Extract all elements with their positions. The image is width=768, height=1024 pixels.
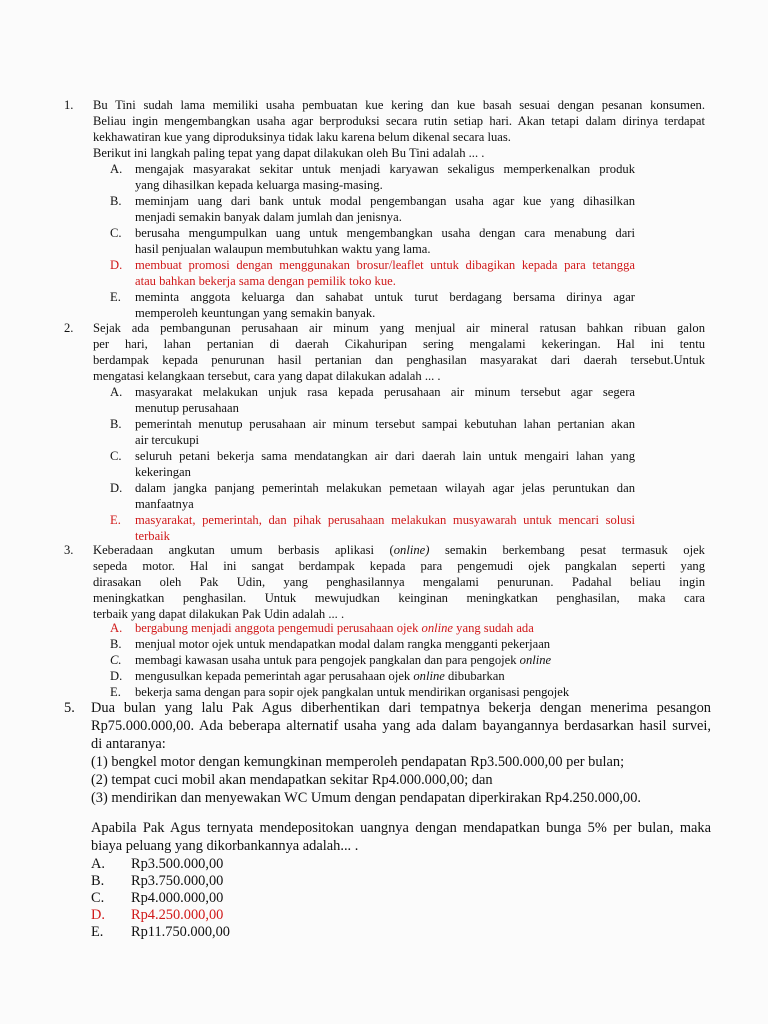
prompt-line: Apabila Pak Agus ternyata mendepositokan uangnya dengan mendapatkan bunga 5% per bulan, maka [91, 820, 711, 836]
option-label: C. [110, 449, 122, 463]
option-label [110, 652, 122, 668]
stem-line: meningkatkan penghasilan. Untuk mewujudkan keinginan meningkatkan penghasilan, maka cara [93, 591, 705, 605]
option-text: Rp3.750.000,00 [131, 873, 224, 889]
question-number: 3. [64, 543, 74, 557]
stem-line: per hari, lahan pertanian di daerah Cikahuripan sering mengalami kekeringan. Hal ini tentu [93, 337, 705, 351]
question-stem [93, 320, 705, 384]
option-text-part: bergabung menjadi anggota pengemudi perusahaan ojek [135, 621, 422, 635]
option-text: Rp11.750.000,00 [131, 924, 231, 940]
option-text-part: yang sudah ada [453, 621, 534, 635]
option-label: D. [110, 481, 123, 495]
question-stem [93, 97, 705, 161]
option-label: C. [91, 890, 105, 906]
option-text: menjadi semakin banyak dalam jumlah dan jenisnya. [135, 210, 402, 224]
alternative-item: (2) tempat cuci mobil akan mendapatkan sekitar Rp4.000.000,00; dan [91, 772, 493, 788]
option-label: A. [110, 621, 123, 635]
alternative-item: (3) mendirikan dan menyewakan WC Umum dengan pendapatan diperkirakan Rp4.250.000,00. [91, 790, 642, 806]
option-text: menutup perusahaan [135, 401, 239, 415]
option-label: B. [110, 194, 122, 208]
option-text: meminjam uang dari bank untuk modal pengembangan usaha agar kue yang dihasilkan [135, 194, 635, 208]
option-text [135, 652, 635, 668]
option-label: B. [91, 873, 105, 889]
option-label: B. [110, 637, 122, 651]
option-text: meminta anggota keluarga dan sahabat untuk turut berdagang bersama dirinya agar [135, 290, 635, 304]
online-term: online [413, 669, 445, 683]
option-text: atau bahkan bekerja sama dengan pemilik toko kue. [135, 274, 396, 288]
option-label: E. [110, 685, 121, 699]
option-text: Rp4.250.000,00 [131, 907, 224, 923]
question-number: 1. [64, 98, 74, 112]
stem-line: berdampak kepada penurunan hasil pertanian dan penghasilan masyarakat dari daerah tersebut.Untuk [93, 353, 705, 367]
option-label: B. [110, 417, 122, 431]
option-text: yang dihasilkan kepada keluarga masing-masing. [135, 178, 383, 192]
online-term: online) [393, 543, 430, 557]
stem-line: Dua bulan yang lalu Pak Agus diberhentikan dari tempatnya bekerja dengan menerima pesangon [91, 700, 711, 716]
question-stem [91, 699, 711, 753]
stem-line: Rp75.000.000,00. Ada beberapa alternatif usaha yang ada dalam bayangannya berdasarkan hasil survei, [91, 718, 711, 734]
option-text: terbaik [135, 529, 170, 543]
stem-text: Keberadaan angkutan umum berbasis aplikasi ( [93, 543, 394, 557]
option-label: D. [110, 669, 123, 683]
option-label-text: C. [110, 653, 122, 667]
option-text: dalam jangka panjang pemerintah melakukan pemetaan wilayah agar jelas peruntukan dan [135, 481, 635, 495]
option-label: D. [91, 907, 105, 923]
stem-line [93, 542, 705, 558]
stem-text: semakin berkembang pesat termasuk ojek [429, 543, 705, 557]
alternative-list [91, 753, 641, 807]
option-text: Rp4.000.000,00 [131, 890, 224, 906]
online-term: online [421, 621, 454, 635]
option-text: bekerja sama dengan para sopir ojek pangkalan untuk mendirikan organisasi pengojek [135, 685, 570, 699]
stem-line: terbaik yang dapat dilakukan Pak Udin adalah ... . [93, 607, 345, 621]
option-label: E. [110, 513, 121, 527]
option-text-part: mengusulkan kepada pemerintah agar perusahaan ojek [135, 669, 414, 683]
option-text [135, 620, 635, 636]
option-text: berusaha mengumpulkan uang untuk mengembangkan usaha dengan cara menabung dari [135, 226, 635, 240]
option-text: air tercukupi [135, 433, 199, 447]
option-label: E. [91, 924, 104, 940]
stem-line: di antaranya: [91, 736, 166, 752]
option-text: mengajak masyarakat sekitar untuk menjadi karyawan sekaligus memperkenalkan produk [135, 162, 635, 176]
option-text-part: membagi kawasan usaha untuk para pengojek pangkalan dan para pengojek [135, 653, 520, 667]
option-text: kekeringan [135, 465, 191, 479]
option-text: pemerintah menutup perusahaan air minum tersebut sampai kebutuhan lahan pertanian akan [135, 417, 635, 431]
question-number: 2. [64, 321, 74, 335]
question-prompt [91, 819, 711, 855]
option-label: E. [110, 290, 121, 304]
option-text: masyarakat, pemerintah, dan pihak perusahaan melakukan musyawarah untuk mencari solusi [135, 513, 635, 527]
option-text: manfaatnya [135, 497, 194, 511]
stem-line: Bu Tini sudah lama memiliki usaha pembuatan kue kering dan kue basah sesuai dengan pesanan konsumen. [93, 98, 705, 112]
option-label: C. [110, 226, 122, 240]
option-label: A. [91, 856, 105, 872]
option-text [135, 668, 635, 684]
stem-line: dirasakan oleh Pak Udin, yang penghasilannya mengalami penurunan. Padahal beliau ingin [93, 575, 705, 589]
option-text: menjual motor ojek untuk mendapatkan modal dalam rangka mengganti pekerjaan [135, 637, 551, 651]
option-text: Rp3.500.000,00 [131, 856, 224, 872]
option-text: masyarakat melakukan unjuk rasa kepada perusahaan air minum tersebut agar segera [135, 385, 635, 399]
option-text: membuat promosi dengan menggunakan brosur/leaflet untuk dibagikan kepada para tetangga [135, 258, 635, 272]
stem-line: mengatasi kelangkaan tersebut, cara yang dapat dilakukan adalah ... . [93, 369, 441, 383]
stem-line: Sejak ada pembangunan perusahaan air minum yang menjual air mineral ratusan bahkan ribuan galon [93, 321, 705, 335]
option-label: A. [110, 385, 123, 399]
stem-line: sepeda motor. Hal ini sangat berdampak kepada para pengemudi ojek pangkalan seperti yang [93, 559, 705, 573]
stem-line: Berikut ini langkah paling tepat yang dapat dilakukan oleh Bu Tini adalah ... . [93, 146, 485, 160]
stem-line: kekhawatiran kue yang diproduksinya tidak laku karena belum dikenal secara luas. [93, 130, 511, 144]
option-text: seluruh petani bekerja sama mendatangkan air dari daerah lain untuk mengairi lahan yang [135, 449, 635, 463]
option-label: D. [110, 258, 123, 272]
alternative-item: (1) bengkel motor dengan kemungkinan memperoleh pendapatan Rp3.500.000,00 per bulan; [91, 754, 625, 770]
stem-line: Beliau ingin mengembangkan usaha agar berproduksi secara rutin setiap hari. Akan tetapi dalam dirinya terdapat [93, 114, 705, 128]
question-stem [93, 542, 705, 622]
online-term: online [519, 653, 552, 667]
prompt-line: biaya peluang yang dikorbankannya adalah... . [91, 838, 359, 854]
option-text-part: dibubarkan [444, 669, 505, 683]
question-number: 5. [64, 700, 75, 716]
option-label: A. [110, 162, 123, 176]
option-text: memperoleh keuntungan yang semakin banyak. [135, 306, 376, 320]
option-text: hasil penjualan walaupun membutuhkan waktu yang lama. [135, 242, 431, 256]
